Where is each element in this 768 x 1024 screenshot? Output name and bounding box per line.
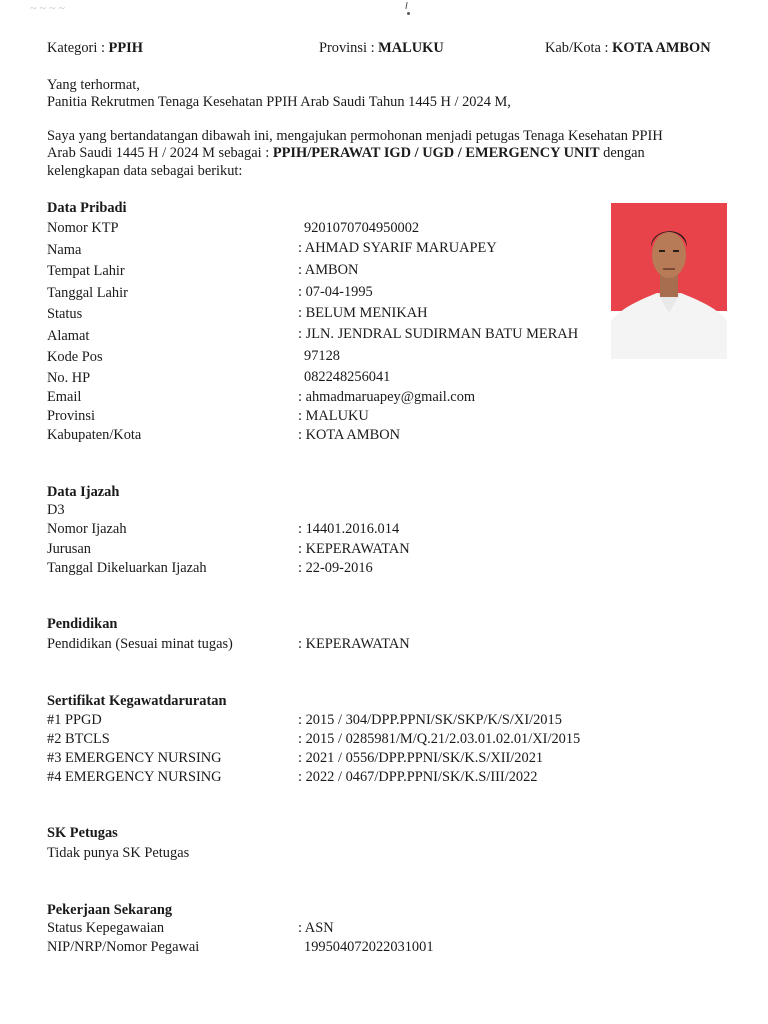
kategori-label: Kategori :: [47, 40, 109, 56]
label-nip: NIP/NRP/Nomor Pegawai: [47, 939, 200, 955]
label-tanggal-lahir: Tanggal Lahir: [47, 285, 128, 301]
value-nama: : AHMAD SYARIF MARUAPEY: [298, 240, 497, 256]
label-sertifikat-2: #2 BTCLS: [47, 731, 110, 747]
label-kabupaten-kota: Kabupaten/Kota: [47, 427, 142, 443]
label-sertifikat-4: #4 EMERGENCY NURSING: [47, 769, 222, 785]
value-kabupaten-kota: : KOTA AMBON: [298, 427, 400, 443]
ijazah-level: D3: [47, 502, 65, 518]
label-alamat: Alamat: [47, 328, 90, 344]
kabkota-label: Kab/Kota :: [545, 40, 613, 56]
provinsi-field: [319, 41, 444, 55]
value-sertifikat-4: : 2022 / 0467/DPP.PPNI/SK/K.S/III/2022: [298, 769, 538, 785]
value-pendidikan: : KEPERAWATAN: [298, 636, 410, 652]
value-nip: 199504072022031001: [304, 939, 434, 955]
section-title-sertifikat: Sertifikat Kegawatdaruratan: [47, 693, 227, 709]
value-provinsi: : MALUKU: [298, 408, 369, 424]
value-tanggal-lahir: : 07-04-1995: [298, 284, 373, 300]
label-status-kepegawaian: Status Kepegawaian: [47, 920, 165, 936]
kategori-value: PPIH: [108, 40, 143, 56]
person-portrait-icon: [611, 203, 727, 359]
value-sertifikat-2: : 2015 / 0285981/M/Q.21/2.03.01.02.01/XI/2015: [298, 731, 581, 747]
value-no-hp: 082248256041: [304, 369, 391, 385]
sk-petugas-text: Tidak punya SK Petugas: [47, 845, 190, 861]
label-sertifikat-1: #1 PPGD: [47, 712, 102, 728]
intro-line-3: kelengkapan data sebagai berikut:: [47, 163, 243, 179]
value-alamat: : JLN. JENDRAL SUDIRMAN BATU MERAH: [298, 326, 579, 342]
section-title-pendidikan: Pendidikan: [47, 616, 118, 632]
position-applied: PPIH/PERAWAT IGD / UGD / EMERGENCY UNIT: [272, 145, 600, 161]
label-nomor-ktp: Nomor KTP: [47, 220, 119, 236]
value-sertifikat-1: : 2015 / 304/DPP.PPNI/SK/SKP/K/S/XI/2015: [298, 712, 562, 728]
label-status: Status: [47, 306, 83, 322]
profile-photo: [611, 203, 727, 359]
scan-tick-mark: [406, 2, 408, 18]
intro-line-2: [47, 146, 645, 160]
section-title-sk-petugas: SK Petugas: [47, 825, 118, 841]
label-nomor-ijazah: Nomor Ijazah: [47, 521, 127, 537]
kabkota-value: KOTA AMBON: [612, 40, 711, 56]
provinsi-label: Provinsi :: [319, 40, 379, 56]
provinsi-value: MALUKU: [378, 40, 444, 56]
label-tempat-lahir: Tempat Lahir: [47, 263, 125, 279]
intro-line-2-start: Arab Saudi 1445 H / 2024 M sebagai :: [47, 145, 273, 161]
label-email: Email: [47, 389, 82, 405]
label-jurusan: Jurusan: [47, 541, 91, 557]
section-title-data-ijazah: Data Ijazah: [47, 484, 120, 500]
intro-line-2-end: dengan: [599, 145, 645, 161]
value-status: : BELUM MENIKAH: [298, 305, 428, 321]
kabkota-field: [545, 41, 711, 55]
label-nama: Nama: [47, 242, 82, 258]
section-title-data-pribadi: Data Pribadi: [47, 200, 127, 216]
value-tempat-lahir: : AMBON: [298, 262, 359, 278]
section-title-pekerjaan: Pekerjaan Sekarang: [47, 902, 173, 918]
value-nomor-ktp: 9201070704950002: [304, 220, 420, 236]
intro-line-1: Saya yang bertandatangan dibawah ini, mengajukan permohonan menjadi petugas Tenaga Kesehatan PPIH: [47, 128, 663, 144]
value-kode-pos: 97128: [304, 348, 340, 364]
kategori-field: [47, 41, 143, 55]
value-nomor-ijazah: : 14401.2016.014: [298, 521, 400, 537]
value-email: : ahmadmaruapey@gmail.com: [298, 389, 476, 405]
label-sertifikat-3: #3 EMERGENCY NURSING: [47, 750, 222, 766]
label-no-hp: No. HP: [47, 370, 91, 386]
value-tanggal-ijazah: : 22-09-2016: [298, 560, 373, 576]
label-kode-pos: Kode Pos: [47, 349, 103, 365]
salutation-line-2: Panitia Rekrutmen Tenaga Kesehatan PPIH Arab Saudi Tahun 1445 H / 2024 M,: [47, 94, 511, 110]
label-provinsi: Provinsi: [47, 408, 95, 424]
value-status-kepegawaian: : ASN: [298, 920, 334, 936]
label-pendidikan: Pendidikan (Sesuai minat tugas): [47, 636, 233, 652]
label-tanggal-ijazah: Tanggal Dikeluarkan Ijazah: [47, 560, 207, 576]
scan-mark: ~ ~ ~ ~: [30, 2, 65, 15]
value-sertifikat-3: : 2021 / 0556/DPP.PPNI/SK/K.S/XII/2021: [298, 750, 544, 766]
salutation-line-1: Yang terhormat,: [47, 77, 140, 93]
value-jurusan: : KEPERAWATAN: [298, 541, 410, 557]
